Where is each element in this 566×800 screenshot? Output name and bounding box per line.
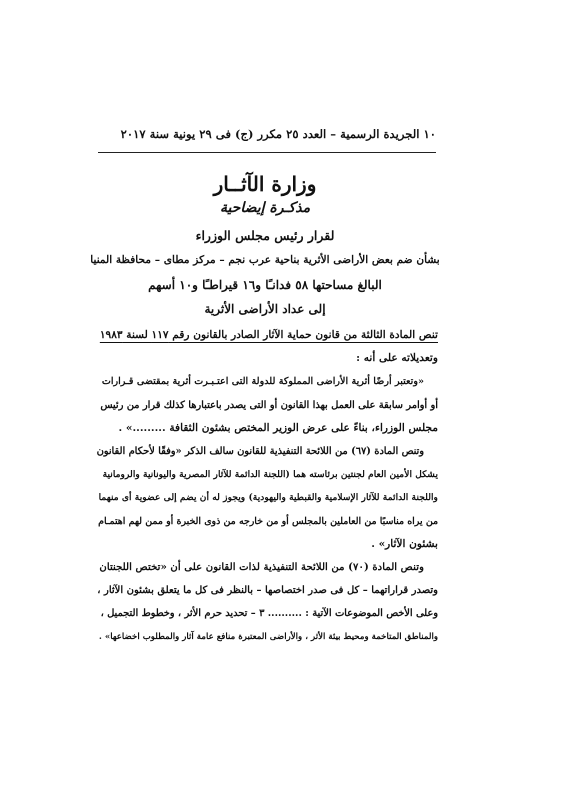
paragraph-line: بشئون الآثار» . <box>371 537 438 550</box>
subject-line-1: بشأن ضم بعض الأراضى الأثرية بناحية عرب نجم – مركز مطاى – محافظة المنيا <box>90 254 440 266</box>
subject-line-3: إلى عداد الأراضى الأثرية <box>204 302 326 316</box>
paragraph-line: وتنص المادة (٧٠) من اللائحة التنفيذية لذات القانون على أن «تختص اللجنتان <box>99 561 424 574</box>
paragraph-line: وتعديلاته على أنه : <box>356 352 438 365</box>
decree-line: لقرار رئيس مجلس الوزراء <box>195 228 335 243</box>
page-header: ١٠ الجريدة الرسمية – العدد ٢٥ مكرر (ج) فى ٢٩ يونية سنة ٢٠١٧ <box>120 127 436 141</box>
paragraph-line: من يراه مناسبًا من العاملين بالمجلس أو من خارجه من ذوى الخبرة أو ممن لهم اهتمـام <box>98 515 438 527</box>
paragraph-line: وتنص المادة (٦٧) من اللائحة التنفيذية للقانون سالف الذكر «وفقًا لأحكام القانون <box>96 446 424 458</box>
memo-title: مذكـرة إيضاحية <box>219 200 311 216</box>
paragraph-line: وعلى الأخص الموضوعات الآتية : .......... ٣ – تحديد حرم الأثر ، وخطوط التجميل ، <box>100 608 438 620</box>
subject-line-2: البالغ مساحتها ٥٨ فدانـًا و١٦ قيراطـًا و١٠ أسهم <box>148 278 382 292</box>
ministry-title: وزارة الآثــار <box>213 172 317 196</box>
body-text <box>98 324 438 649</box>
paragraph-line: وتصدر قراراتهما – كل فى صدر اختصاصها – بالنظر فى كل ما يتعلق بشئون الآثار ، <box>97 585 438 597</box>
header-divider <box>98 152 436 153</box>
paragraph-line: «وتعتبر أرضًا أثرية الأراضى المملوكة للدولة التى اعتـبـرت أثرية بمقتضى قـرارات <box>101 376 424 388</box>
paragraph-line: والمناطق المتاخمة ومحيط بيئة الأثر ، والأراضى المعتبرة منافع عامة آثار والمطلوب اخضاعها» . <box>98 631 438 642</box>
paragraph-line: أو أوامر سابقة على العمل بهذا القانون أو التى يصدر باعتبارها كذلك قرار من رئيس <box>100 399 438 411</box>
paragraph-line: مجلس الوزراء، بناءً على عرض الوزير المختص بشئون الثقافة .........» . <box>118 421 438 434</box>
paragraph-line: تنص المادة الثالثة من قانون حماية الآثار الصادر بالقانون رقم ١١٧ لسنة ١٩٨٣ <box>99 329 438 341</box>
paragraph-line: يشكل الأمين العام لجنتين برئاسته هما (اللجنة الدائمة للآثار المصرية واليونانية والرومانية <box>102 469 438 481</box>
paragraph-line: واللجنة الدائمة للآثار الإسلامية والقبطية واليهودية) ويجوز له أن يضم إلى عضوية أى منهما <box>98 492 438 504</box>
